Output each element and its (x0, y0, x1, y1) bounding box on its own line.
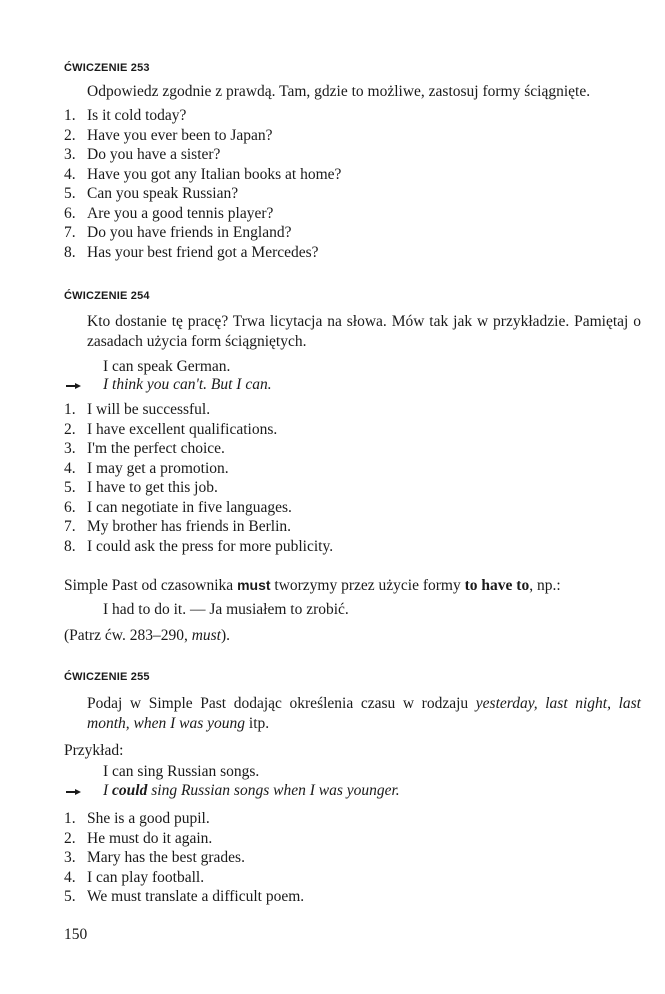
grammar-note-example: I had to do it. — Ja musiałem to zrobić. (103, 601, 349, 618)
list-item-number: 5. (64, 888, 76, 905)
list-item-text: Have you ever been to Japan? (87, 126, 273, 144)
list-item-number: 2. (64, 126, 76, 144)
list-item-text: Have you got any Italian books at home? (87, 165, 342, 183)
exercise-254-example-answer: I think you can't. But I can. (103, 376, 272, 393)
ex255-instruction-text-2: itp. (245, 714, 270, 732)
list-item (64, 145, 341, 165)
list-item (64, 243, 341, 263)
exercise-254-list (64, 400, 333, 556)
exercise-255-list (64, 809, 304, 907)
grammar-note-text-1: Simple Past od czasownika (64, 577, 238, 594)
list-item-text: I have excellent qualifications. (87, 420, 278, 438)
exercise-255-example-answer (103, 781, 400, 801)
list-item (64, 848, 304, 868)
list-item-number: 4. (64, 459, 76, 477)
list-item (64, 459, 333, 479)
list-item (64, 478, 333, 498)
list-item-text: I can negotiate in five languages. (87, 498, 292, 516)
list-item-text: He must do it again. (87, 829, 213, 847)
list-item-number: 3. (64, 440, 76, 457)
exercise-254-heading: ĆWICZENIE 254 (64, 290, 150, 302)
list-item (64, 184, 341, 204)
list-item-number: 7. (64, 518, 76, 535)
list-item-number: 5. (64, 479, 76, 496)
list-item (64, 165, 341, 185)
exercise-253-heading: ĆWICZENIE 253 (64, 62, 150, 74)
list-item (64, 498, 333, 518)
list-item-number: 4. (64, 868, 76, 886)
list-item-text: She is a good pupil. (87, 810, 210, 827)
exercise-253-instruction: Odpowiedz zgodnie z prawdą. Tam, gdzie to możliwe, zastosuj formy ściągnięte. (87, 83, 591, 100)
page-number: 150 (64, 926, 88, 943)
list-item-number: 2. (64, 829, 76, 847)
list-item-number: 1. (64, 810, 76, 827)
reference-text-2: ). (221, 627, 231, 644)
list-item (64, 400, 333, 420)
list-item-text: We must translate a difficult poem. (87, 888, 305, 905)
list-item-text: I can play football. (87, 868, 205, 886)
list-item-number: 1. (64, 401, 76, 418)
list-item-number: 8. (64, 243, 76, 261)
list-item-number: 7. (64, 224, 76, 241)
ex255-instruction-text-1: Podaj w Simple Past dodając określenia czasu w rodzaju (87, 695, 476, 712)
list-item-number: 4. (64, 165, 76, 183)
grammar-note (64, 576, 641, 596)
exercise-255-instruction (87, 694, 641, 733)
list-item (64, 420, 333, 440)
list-item (64, 829, 304, 849)
list-item-number: 5. (64, 185, 76, 202)
answer-text-1: I (103, 782, 113, 799)
list-item-text: Do you have a sister? (87, 146, 221, 163)
list-item (64, 439, 333, 459)
list-item-text: Are you a good tennis player? (87, 204, 274, 222)
list-item-text: Do you have friends in England? (87, 224, 292, 241)
exercise-254-example-prompt: I can speak German. (103, 358, 231, 375)
list-item-text: I could ask the press for more publicity. (87, 537, 334, 555)
answer-bold-could: could (112, 782, 148, 799)
list-item-text: I may get a promotion. (87, 459, 229, 477)
answer-text-2: sing Russian songs when I was younger. (147, 782, 400, 799)
list-item (64, 126, 341, 146)
list-item-text: I will be successful. (87, 401, 211, 418)
list-item (64, 809, 304, 829)
list-item-number: 6. (64, 204, 76, 222)
exercise-255-example-label: Przykład: (64, 742, 124, 759)
grammar-note-text-3: , np.: (529, 577, 561, 594)
list-item-number: 3. (64, 849, 76, 866)
list-item (64, 517, 333, 537)
list-item-number: 6. (64, 498, 76, 516)
list-item-text: I have to get this job. (87, 479, 218, 496)
list-item (64, 204, 341, 224)
list-item-text: I'm the perfect choice. (87, 440, 225, 457)
list-item (64, 887, 304, 907)
list-item (64, 537, 333, 557)
list-item-text: Has your best friend got a Mercedes? (87, 243, 319, 261)
list-item-number: 8. (64, 537, 76, 555)
reference-text-1: (Patrz ćw. 283–290, (64, 627, 192, 644)
exercise-254-instruction: Kto dostanie tę pracę? Trwa licytacja na słowa. Mów tak jak w przykładzie. Pamiętaj o zasadach użycia form ściągniętych. (87, 313, 641, 350)
list-item-text: Is it cold today? (87, 107, 187, 124)
list-item-number: 3. (64, 146, 76, 163)
grammar-note-reference (64, 626, 641, 646)
grammar-note-text-2: tworzymy przez użycie formy (270, 577, 465, 594)
ex255-instruction-italic: yesterday, last night, last month, when I was young (87, 695, 641, 732)
list-item-text: Can you speak Russian? (87, 185, 239, 202)
list-item (64, 868, 304, 888)
list-item-number: 1. (64, 107, 76, 124)
grammar-note-have-to: to have to (464, 577, 530, 594)
exercise-255-example-prompt: I can sing Russian songs. (103, 763, 260, 780)
list-item (64, 223, 341, 243)
pointing-hand-icon (66, 381, 82, 391)
list-item (64, 106, 341, 126)
exercise-255-heading: ĆWICZENIE 255 (64, 671, 150, 683)
pointing-hand-icon (66, 787, 82, 797)
grammar-note-must: must (237, 577, 271, 593)
list-item-text: My brother has friends in Berlin. (87, 518, 292, 535)
exercise-253-list (64, 106, 341, 262)
list-item-text: Mary has the best grades. (87, 849, 245, 866)
reference-italic: must (191, 627, 221, 644)
list-item-number: 2. (64, 420, 76, 438)
